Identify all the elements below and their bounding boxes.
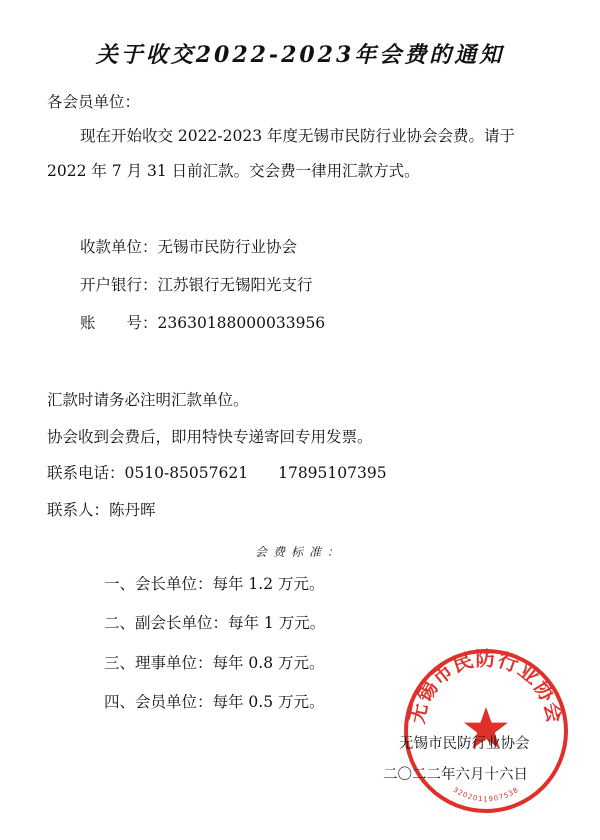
- fee-item: 四、会员单位：每年 0.5 万元。: [104, 693, 325, 711]
- payee-value: 无锡市民防行业协会: [157, 238, 298, 256]
- contact-row: [47, 500, 156, 520]
- fee-heading: 会费标准：: [254, 545, 345, 559]
- official-seal: [400, 645, 572, 817]
- payee-row: [80, 237, 297, 257]
- paragraph-line-2: 2022 年 7 月 31 日前汇款。交会费一律用汇款方式。: [47, 162, 420, 180]
- salutation: 各会员单位：: [47, 93, 141, 111]
- phone-label: 联系电话：: [47, 464, 125, 482]
- fee-item: 三、理事单位：每年 0.8 万元。: [104, 654, 325, 672]
- seal-text: 无锡市民防行业协会: [404, 646, 568, 726]
- seal-code: 3202011907538: [451, 785, 521, 804]
- note-remittance: 汇款时请务必注明汇款单位。: [47, 391, 249, 409]
- fee-item: 二、副会长单位：每年 1 万元。: [104, 614, 326, 632]
- contact-name: 陈丹晖: [109, 501, 156, 519]
- bank-label: 开户银行：: [80, 276, 158, 294]
- issue-date: 二〇二二年六月十六日: [383, 767, 528, 783]
- note-invoice: 协会收到会费后，即用特快专递寄回专用发票。: [47, 428, 373, 446]
- phone-number-1: 0510-85057621: [124, 464, 249, 482]
- account-row: [80, 313, 325, 333]
- bank-row: [80, 275, 313, 295]
- account-value: 23630188000033956: [157, 314, 326, 332]
- signatory: 无锡市民防行业协会: [399, 736, 530, 752]
- phone-row: [47, 463, 387, 483]
- contact-label: 联系人：: [47, 501, 110, 519]
- paragraph-line-1: 现在开始收交 2022-2023 年度无锡市民防行业协会会费。请于: [80, 127, 515, 145]
- page-title: 关于收交2022-2023年会费的通知: [95, 42, 505, 68]
- fee-item: 一、会长单位：每年 1.2 万元。: [104, 575, 325, 593]
- bank-value: 江苏银行无锡阳光支行: [157, 276, 313, 294]
- account-label: 账 号：: [80, 314, 158, 332]
- phone-number-2: 17895107395: [278, 464, 387, 482]
- payee-label: 收款单位：: [80, 238, 158, 256]
